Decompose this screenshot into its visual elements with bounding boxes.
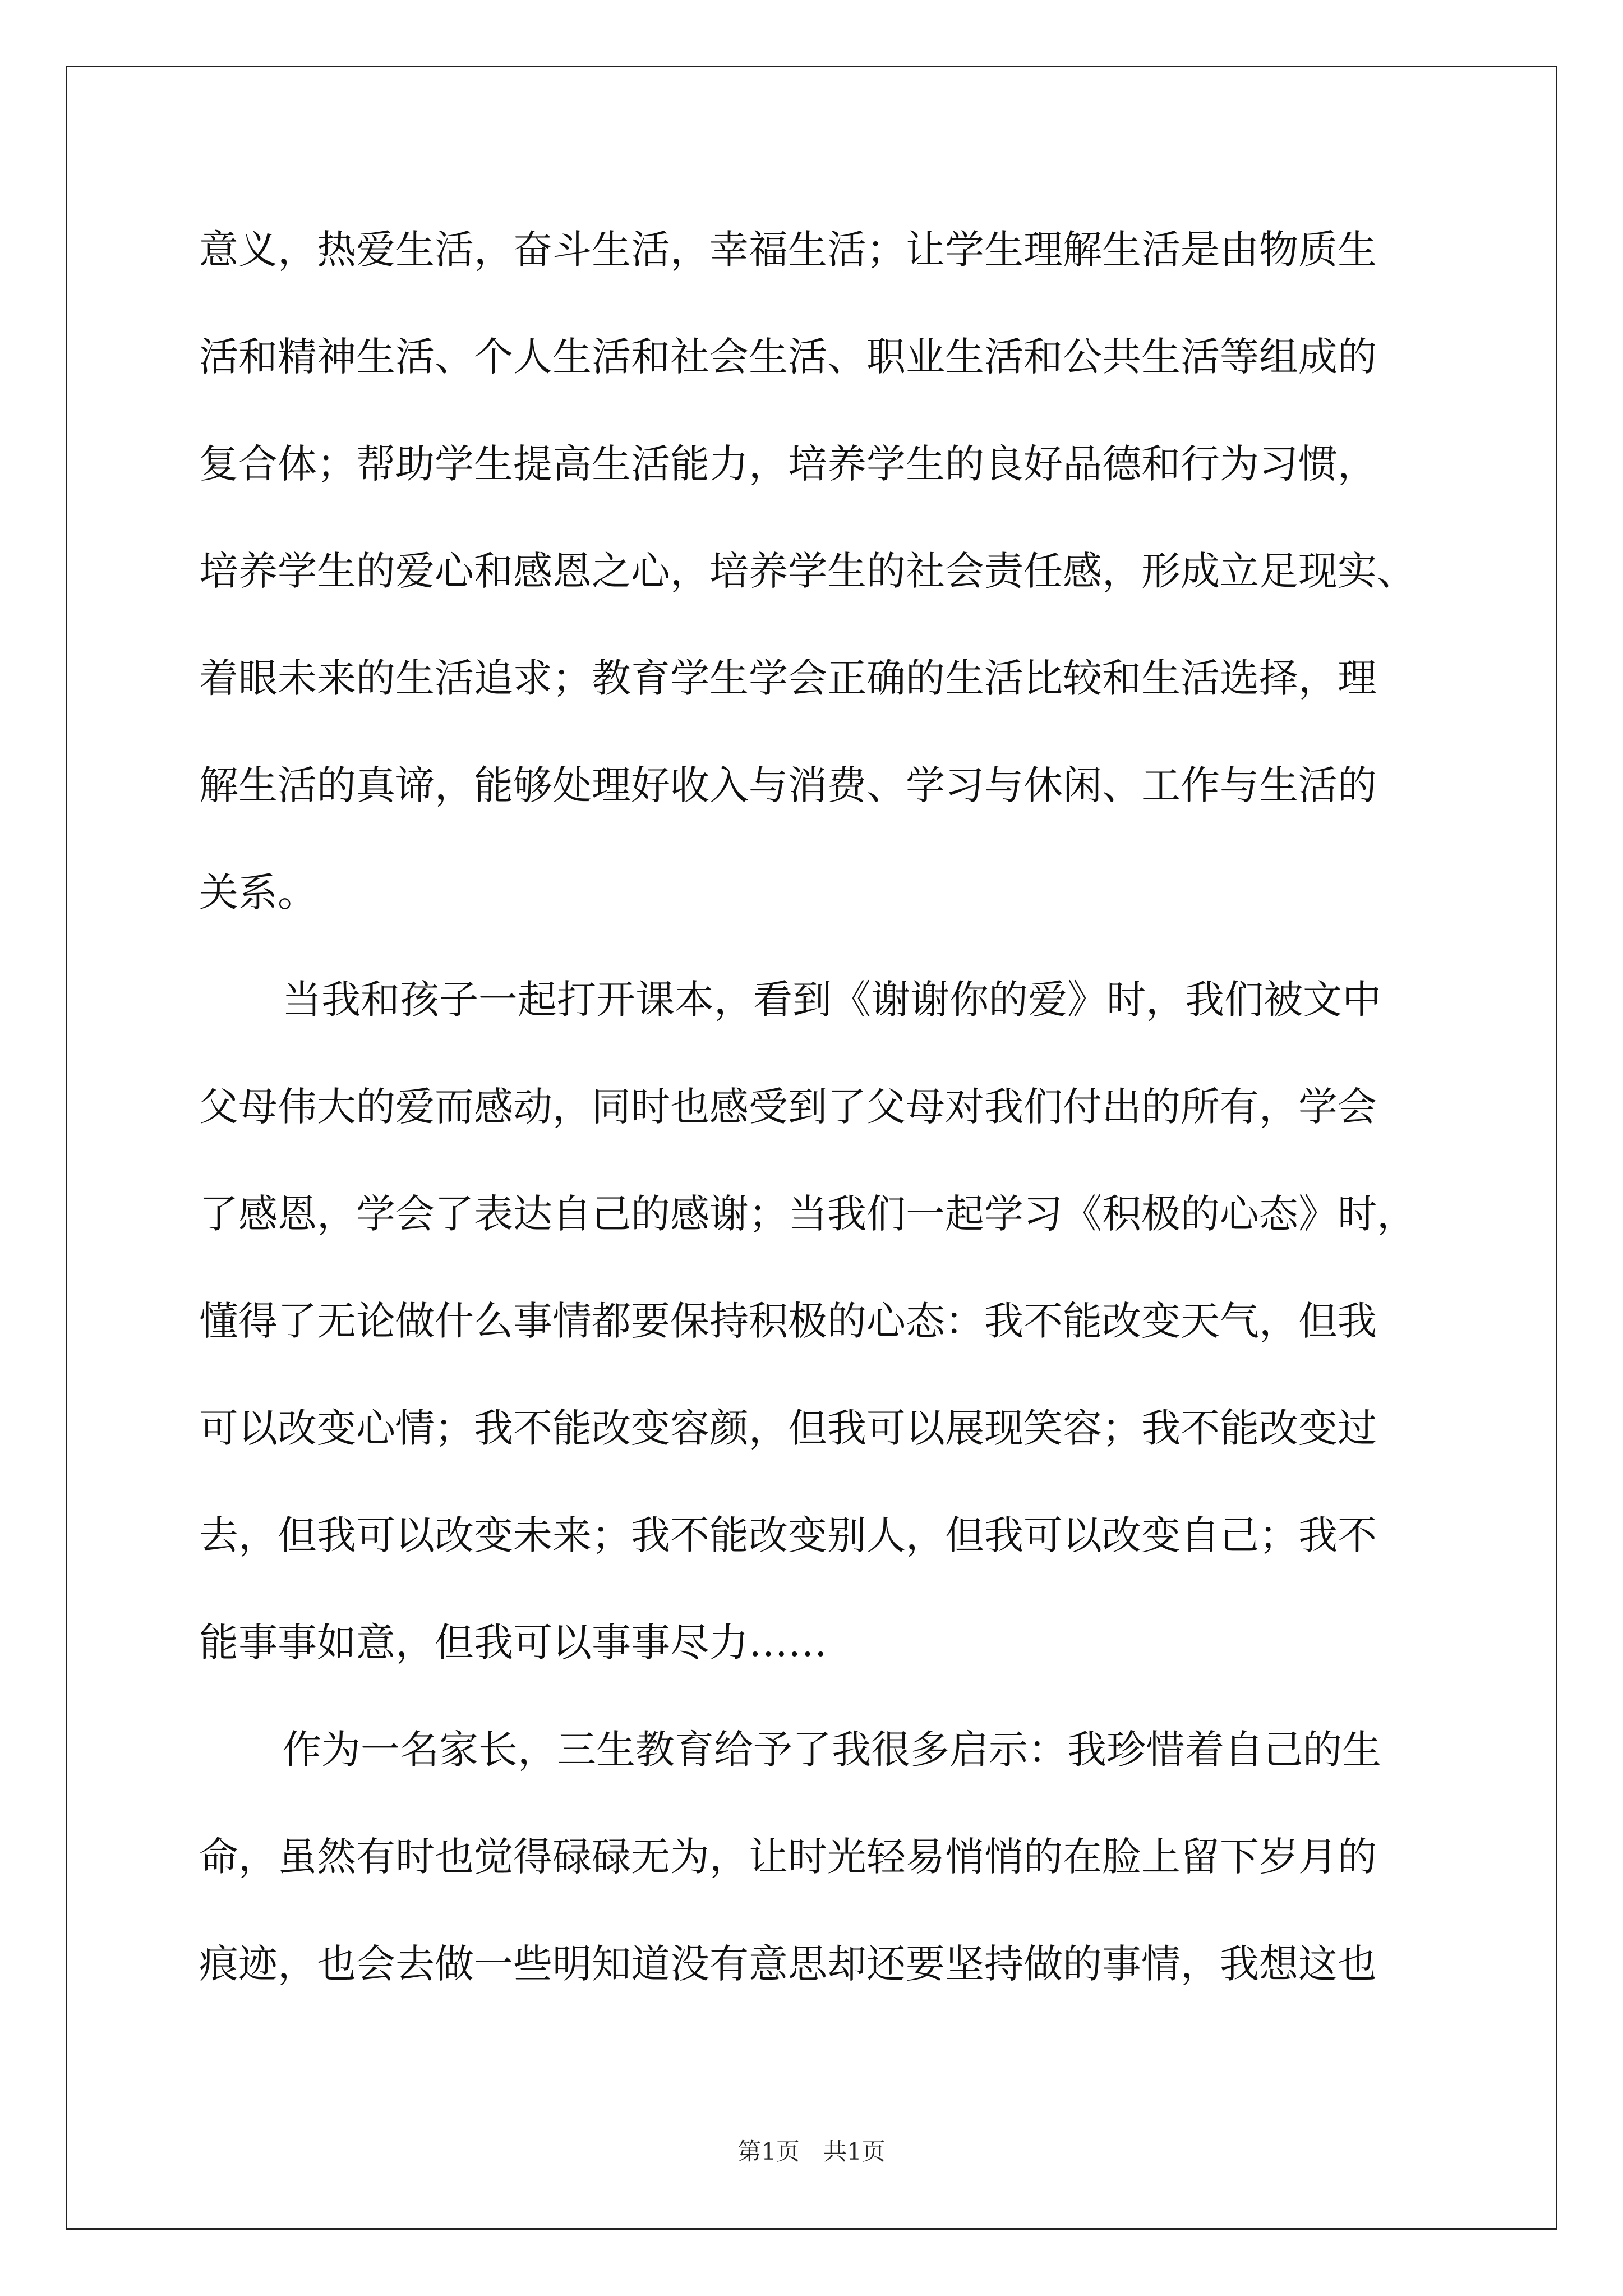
text-line: 去，但我可以改变未来；我不能改变别人，但我可以改变自己；我不 (199, 1512, 1377, 1558)
text-line: 可以改变心情；我不能改变容颜，但我可以展现笑容；我不能改变过 (199, 1405, 1377, 1451)
text-line: 解生活的真谛，能够处理好收入与消费、学习与休闲、工作与生活的 (199, 762, 1377, 808)
text-line: 痕迹，也会去做一些明知道没有意思却还要坚持做的事情，我想这也 (199, 1941, 1377, 1987)
text-line: 着眼未来的生活追求；教育学生学会正确的生活比较和生活选择，理 (199, 655, 1377, 701)
text-line: 意义，热爱生活，奋斗生活，幸福生活；让学生理解生活是由物质生 (199, 227, 1377, 273)
text-line: 关系。 (199, 869, 317, 915)
text-line: 命，虽然有时也觉得碌碌无为，让时光轻易悄悄的在脸上留下岁月的 (199, 1834, 1377, 1880)
text-line: 能事事如意，但我可以事事尽力…… (199, 1619, 827, 1665)
text-line: 了感恩，学会了表达自己的感谢；当我们一起学习《积极的心态》时， (199, 1191, 1416, 1237)
text-line: 懂得了无论做什么事情都要保持积极的心态：我不能改变天气，但我 (199, 1298, 1377, 1344)
page-number-footer: 第1页 共1页 (737, 2138, 886, 2165)
text-line: 父母伟大的爱而感动，同时也感受到了父母对我们付出的所有，学会 (199, 1084, 1377, 1130)
text-line: 复合体；帮助学生提高生活能力，培养学生的良好品德和行为习惯， (199, 441, 1377, 487)
text-line: 培养学生的爱心和感恩之心，培养学生的社会责任感，形成立足现实、 (199, 548, 1416, 594)
page-border (66, 66, 1557, 2230)
text-line: 活和精神生活、个人生活和社会生活、职业生活和公共生活等组成的 (199, 334, 1377, 380)
paragraph-first-line: 当我和孩子一起打开课本，看到《谢谢你的爱》时，我们被文中 (282, 977, 1381, 1023)
paragraph-first-line: 作为一名家长，三生教育给予了我很多启示：我珍惜着自己的生 (282, 1727, 1381, 1773)
